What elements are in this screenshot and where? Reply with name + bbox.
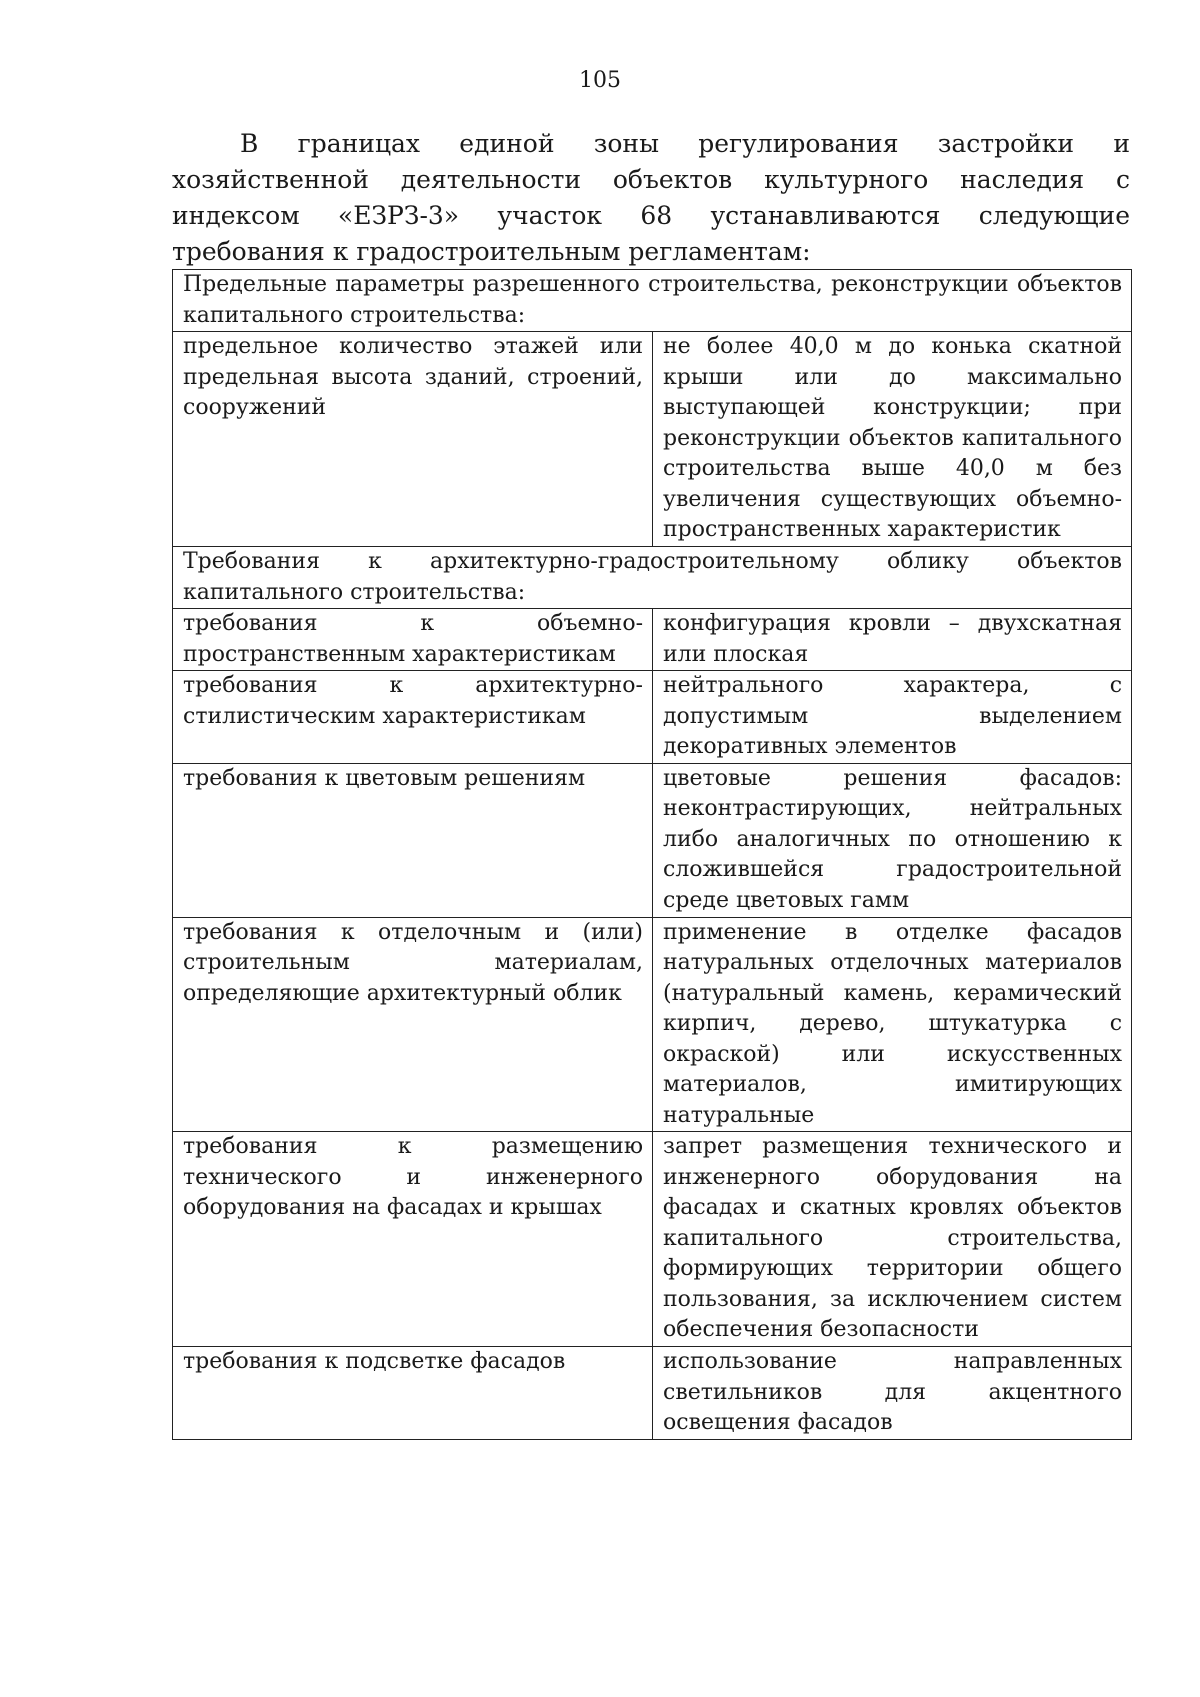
regulations-table <box>172 269 1132 1440</box>
intro-paragraph: В границах единой зоны регулирования застройки и хозяйственной деятельности объектов культурного наследия с индексом «ЕЗРЗ-3» участок 68 устанавливаются следующие требования к градостроительным регламентам: <box>172 129 1130 266</box>
row-label: требования к цветовым решениям <box>173 763 653 917</box>
table-row <box>173 1347 1132 1440</box>
row-value: цветовые решения фасадов: неконтрастирующих, нейтральных либо аналогичных по отношению к сложившейся градостроительной среде цветовых гамм <box>653 763 1132 917</box>
section-header-appearance: Требования к архитектурно-градостроительному облику объектов капитального строительства: <box>173 547 1132 609</box>
table-section-header <box>173 270 1132 332</box>
table-section-header <box>173 547 1132 609</box>
row-value: запрет размещения технического и инженерного оборудования на фасадах и скатных кровлях объектов капитального строительства, формирующих территории общего пользования, за исключением систем обеспечения безопасности <box>653 1132 1132 1347</box>
row-value: нейтрального характера, с допустимым выделением декоративных элементов <box>653 671 1132 764</box>
table-row <box>173 763 1132 917</box>
table-row <box>173 1132 1132 1347</box>
table-row <box>173 917 1132 1132</box>
row-label: требования к архитектурно-стилистическим характеристикам <box>173 671 653 764</box>
row-label: требования к размещению технического и инженерного оборудования на фасадах и крышах <box>173 1132 653 1347</box>
page-number: 105 <box>579 68 621 93</box>
table-row <box>173 671 1132 764</box>
row-label: предельное количество этажей или предельная высота зданий, строений, сооружений <box>173 332 653 547</box>
row-value: конфигурация кровли – двухскатная или плоская <box>653 609 1132 671</box>
table-row <box>173 609 1132 671</box>
row-value: использование направленных светильников для акцентного освещения фасадов <box>653 1347 1132 1440</box>
table-row <box>173 332 1132 547</box>
row-label: требования к отделочным и (или) строительным материалам, определяющие архитектурный облик <box>173 917 653 1132</box>
row-label: требования к подсветке фасадов <box>173 1347 653 1440</box>
section-header-parameters: Предельные параметры разрешенного строительства, реконструкции объектов капитального строительства: <box>173 270 1132 332</box>
row-value: не более 40,0 м до конька скатной крыши или до максимально выступающей конструкции; при реконструкции объектов капитального строительства выше 40,0 м без увеличения существующих объемно-пространственных характеристик <box>653 332 1132 547</box>
row-value: применение в отделке фасадов натуральных отделочных материалов (натуральный камень, керамический кирпич, дерево, штукатурка с окраской) или искусственных материалов, имитирующих натуральные <box>653 917 1132 1132</box>
row-label: требования к объемно-пространственным характеристикам <box>173 609 653 671</box>
